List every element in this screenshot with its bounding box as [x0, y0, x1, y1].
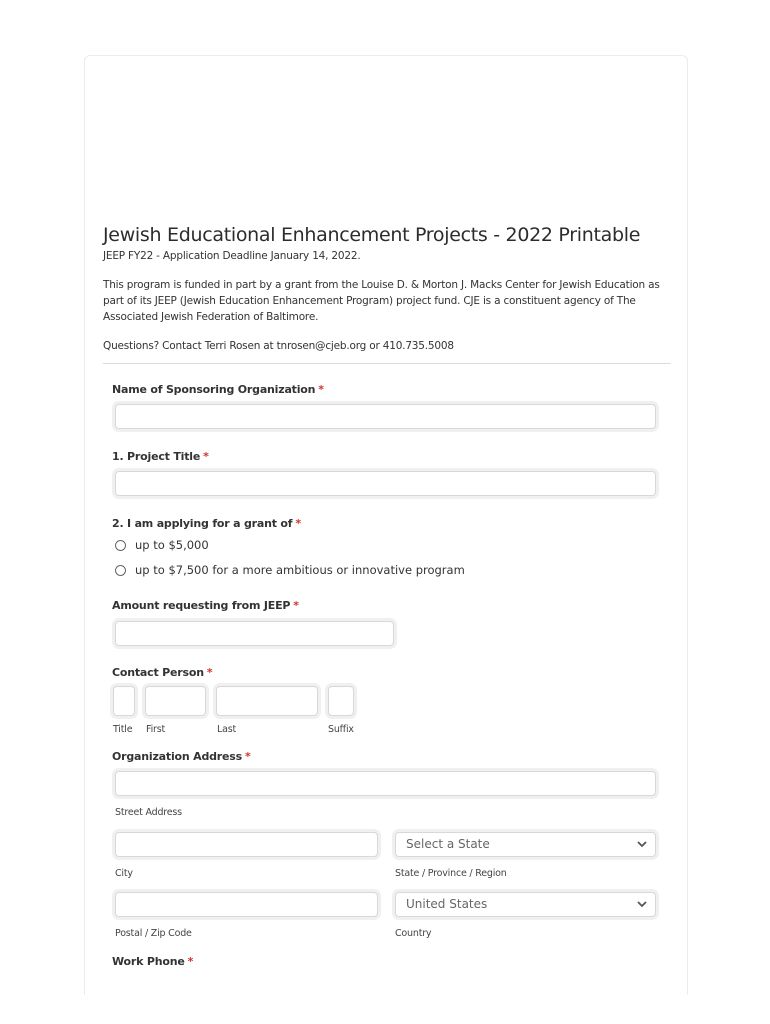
header-divider — [103, 363, 671, 364]
required-mark: * — [318, 383, 324, 396]
country-select[interactable] — [395, 892, 656, 917]
contact-first-input[interactable] — [145, 686, 206, 716]
page-subtitle: JEEP FY22 - Application Deadline January 14, 2022. — [103, 250, 361, 262]
contact-person-label-text: Contact Person — [112, 666, 204, 679]
required-mark: * — [187, 955, 194, 968]
org-address-label — [112, 750, 251, 763]
state-select-value: Select a State — [406, 837, 490, 851]
required-mark: * — [293, 599, 299, 612]
grant-label — [112, 517, 301, 530]
street-address-input[interactable] — [115, 771, 656, 796]
required-mark: * — [245, 750, 251, 763]
zip-input[interactable] — [115, 892, 378, 917]
radio-button[interactable] — [115, 565, 126, 576]
project-title-label — [112, 450, 209, 463]
required-mark: * — [203, 450, 209, 463]
sponsoring-org-label-text: Name of Sponsoring Organization — [112, 383, 316, 396]
contact-last-sublabel: Last — [217, 724, 236, 735]
program-description: This program is funded in part by a grant from the Louise D. & Morton J. Macks Center for Jewish Education as part of its JEEP (Jewish Education Enhancement Program) project fund. CJE is a constituent agency of The Associated Jewish Federation of Baltimore. — [103, 279, 660, 323]
contact-suffix-sublabel: Suffix — [328, 724, 354, 735]
grant-option-7500[interactable] — [115, 563, 465, 577]
contact-first-sublabel: First — [146, 724, 165, 735]
work-phone-label — [112, 955, 193, 968]
contact-title-input[interactable] — [113, 686, 135, 716]
grant-option-5000[interactable] — [115, 538, 209, 552]
contact-last-input[interactable] — [216, 686, 318, 716]
chevron-down-icon — [636, 898, 648, 910]
chevron-down-icon — [636, 838, 648, 850]
zip-sublabel: Postal / Zip Code — [115, 928, 192, 939]
sponsoring-org-input[interactable] — [115, 404, 656, 429]
grant-option-label: up to $7,500 for a more ambitious or innovative program — [135, 563, 465, 577]
city-sublabel: City — [115, 868, 133, 879]
amount-label-text: Amount requesting from JEEP — [112, 599, 291, 612]
form-card — [84, 55, 688, 995]
work-phone-label-text: Work Phone — [112, 955, 185, 968]
grant-label-text: 2. I am applying for a grant of — [112, 517, 293, 530]
state-sublabel: State / Province / Region — [395, 868, 507, 879]
grant-option-label: up to $5,000 — [135, 538, 209, 552]
contact-info: Questions? Contact Terri Rosen at tnrosen@cjeb.org or 410.735.5008 — [103, 340, 454, 352]
contact-person-label — [112, 666, 212, 679]
amount-label — [112, 599, 299, 612]
project-title-label-text: 1. Project Title — [112, 450, 201, 463]
amount-input[interactable] — [115, 621, 394, 646]
form-content — [103, 224, 671, 968]
contact-suffix-input[interactable] — [328, 686, 354, 716]
city-input[interactable] — [115, 832, 378, 857]
org-address-label-text: Organization Address — [112, 750, 242, 763]
radio-button[interactable] — [115, 540, 126, 551]
page-title: Jewish Educational Enhancement Projects - 2022 Printable — [103, 224, 641, 246]
required-mark: * — [295, 517, 301, 530]
country-sublabel: Country — [395, 928, 432, 939]
sponsoring-org-label — [112, 383, 324, 396]
project-title-input[interactable] — [115, 471, 656, 496]
contact-title-sublabel: Title — [113, 724, 133, 735]
state-select[interactable] — [395, 832, 656, 857]
country-select-value: United States — [406, 897, 488, 911]
street-address-sublabel: Street Address — [115, 807, 182, 818]
required-mark: * — [206, 666, 213, 679]
